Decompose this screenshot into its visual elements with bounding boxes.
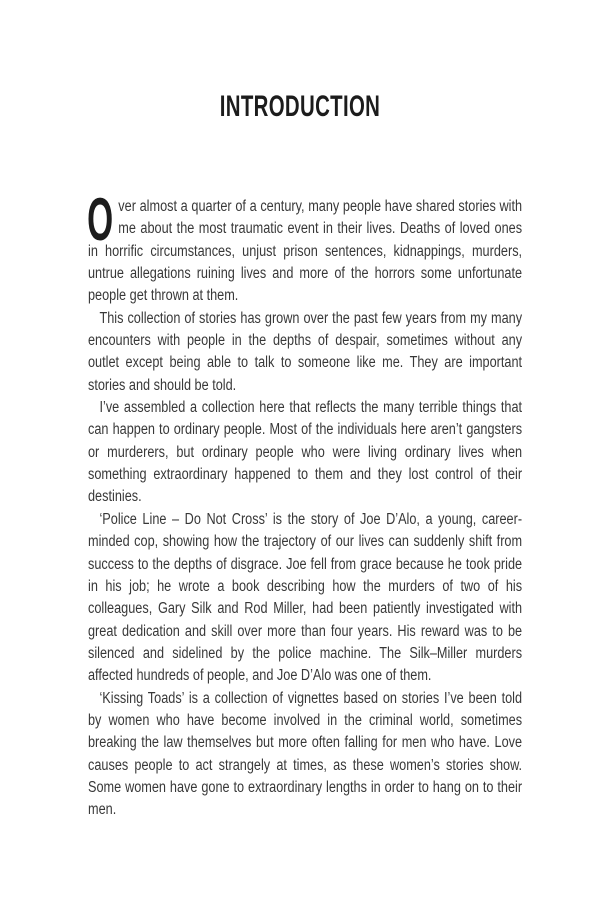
chapter-title: INTRODUCTION xyxy=(219,90,381,123)
paragraph: ‘Police Line – Do Not Cross’ is the story of Joe D’Alo, a young, career-minded cop, showing how the trajectory of our lives can suddenly shift from success to the depths of disgrace. Joe fell from grace because he took pride in his job; he wrote a book describing how the murders of two of his colleagues, Gary Silk and Rod Miller, had been patiently investigated with great dedication and skill over more than four years. His reward was to be silenced and sidelined by the police machine. The Silk–Miller murders affected hundreds of people, and Joe D’Alo was one of them. xyxy=(88,510,523,685)
drop-cap xyxy=(87,186,118,253)
paragraph: ‘Kissing Toads’ is a collection of vignettes based on stories I’ve been told by women who have become involved in the criminal world, sometimes breaking the law themselves but more often falling for men who have. Love causes people to act strangely at times, as these women’s stories show. Some women have gone to extraordinary lengths in order to hang on to their men. xyxy=(88,689,523,819)
paragraph: I’ve assembled a collection here that reflects the many terrible things that can happen to ordinary people. Most of the individuals here aren’t gangsters or murderers, but ordinary people who were living ordinary lives when something extraordinary happened to them and they lost control of their destinies. xyxy=(88,399,523,506)
drop-cap-letter: O xyxy=(87,186,114,253)
opening-paragraph-text: ver almost a quarter of a century, many people have shared stories with me about the most traumatic event in their lives. Deaths of loved ones in horrific circumstances, unjust prison sentences, kidnappings, murders, untrue allegations ruining lives and more of the horrors some unfortunate people get thrown at them. xyxy=(88,198,523,305)
paragraph-opening xyxy=(87,186,523,308)
body-text xyxy=(87,186,523,822)
paragraph: This collection of stories has grown over the past few years from my many encounters with people in the depths of despair, sometimes without any outlet except being able to talk to someone like me. They are important stories and should be told. xyxy=(88,309,523,394)
